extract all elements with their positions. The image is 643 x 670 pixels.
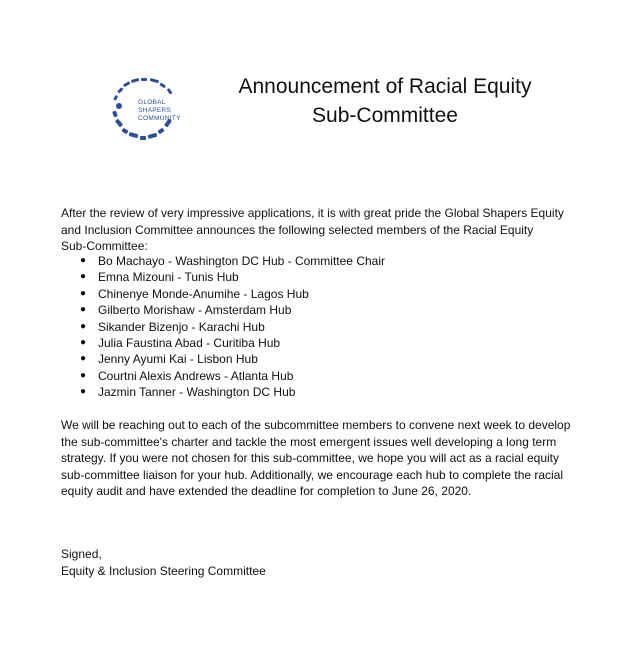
member-name: Chinenye Monde-Anumihe - Lagos Hub	[98, 286, 309, 301]
member-name: Bo Machayo - Washington DC Hub - Committee Chair	[98, 254, 385, 268]
bullet-icon: ●	[80, 287, 87, 299]
member-name: Jenny Ayumi Kai - Lisbon Hub	[98, 352, 258, 367]
bullet-icon: ●	[80, 304, 87, 316]
list-item	[61, 368, 385, 384]
logo-line-global: GLOBAL	[138, 99, 166, 106]
signature-block	[61, 546, 601, 579]
member-name: Sikander Bizenjo - Karachi Hub	[98, 319, 265, 334]
bullet-icon: ●	[80, 337, 87, 349]
bullet-icon: ●	[80, 271, 87, 283]
member-name: Julia Faustina Abad - Curitiba Hub	[98, 336, 281, 351]
signature-committee: Equity & Inclusion Steering Committee	[61, 563, 266, 578]
intro-line: After the review of very impressive applications, it is with great pride the Global Shapers Equity	[61, 206, 564, 220]
signed-label: Signed,	[61, 547, 102, 561]
logo-wordmark	[138, 99, 181, 123]
paragraph-line: equity audit and have extended the deadline for completion to June 26, 2020.	[61, 484, 472, 498]
list-item	[61, 286, 385, 302]
list-item	[61, 319, 385, 335]
paragraph-line: the sub-committee's charter and tackle the most emergent issues well developing a long term	[61, 434, 557, 449]
intro-line: Sub-Committee:	[61, 239, 148, 253]
intro-line: and Inclusion Committee announces the following selected members of the Racial Equity	[61, 222, 534, 237]
member-list	[61, 253, 385, 401]
member-name: Emna Mizouni - Tunis Hub	[98, 270, 239, 285]
logo-line-community: COMMUNITY	[138, 115, 181, 122]
list-item	[61, 335, 385, 351]
member-name: Gilberto Morishaw - Amsterdam Hub	[98, 303, 292, 318]
bullet-icon: ●	[80, 353, 87, 365]
list-item	[61, 384, 385, 400]
bullet-icon: ●	[80, 369, 87, 381]
title-line-2: Sub-Committee	[312, 104, 458, 127]
member-name: Jazmin Tanner - Washington DC Hub	[98, 385, 296, 400]
list-item	[61, 269, 385, 285]
list-item	[61, 351, 385, 367]
intro-paragraph	[61, 205, 601, 255]
logo-line-shapers: SHAPERS	[138, 107, 172, 114]
paragraph-line: We will be reaching out to each of the subcommittee members to convene next week to develop	[61, 418, 571, 432]
bullet-icon: ●	[80, 320, 87, 332]
paragraph-line: sub-committee liaison for your hub. Additionally, we encourage each hub to complete the racial	[61, 467, 564, 482]
member-name: Courtni Alexis Andrews - Atlanta Hub	[98, 368, 294, 383]
list-item	[61, 302, 385, 318]
list-item	[61, 253, 385, 269]
bullet-icon: ●	[80, 386, 87, 398]
page-title	[200, 72, 570, 130]
followup-paragraph	[61, 417, 601, 500]
bullet-icon: ●	[80, 255, 87, 266]
title-line-1: Announcement of Racial Equity	[238, 75, 532, 98]
global-shapers-logo	[105, 70, 195, 150]
paragraph-line: strategy. If you were not chosen for this sub-committee, we hope you will act as a racial equity	[61, 451, 560, 465]
